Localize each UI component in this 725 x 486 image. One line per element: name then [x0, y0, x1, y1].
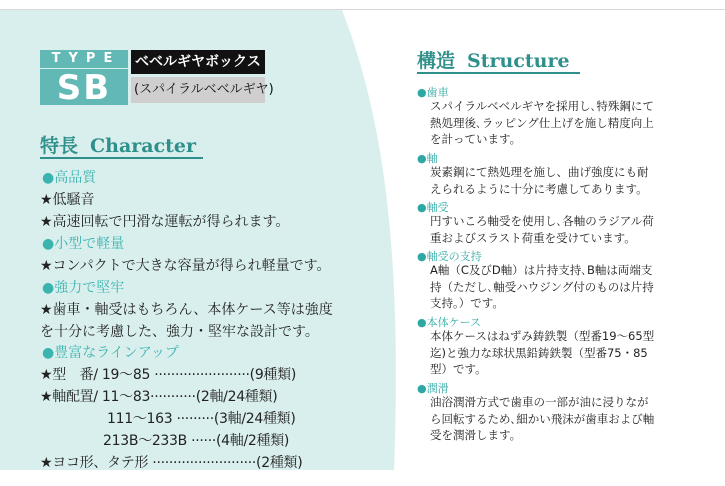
- product-title: ベベルギヤボックス: [131, 50, 265, 74]
- structure-label: ●軸: [417, 152, 438, 165]
- structure-heading: [417, 46, 570, 73]
- structure-label: ●本体ケース: [417, 316, 482, 329]
- lineup-line: 111〜163 ·········(3軸/24種類): [107, 411, 296, 427]
- structure-label: ●歯車: [417, 86, 449, 99]
- lineup-line: ★ヨコ形、タテ形 ·························(2種類): [40, 455, 303, 471]
- structure-text: 炭素鋼にて熱処理を施し、曲げ強度にも耐 えられるように十分に考慮してあります。: [430, 165, 649, 196]
- structure-text: A軸（C及びD軸）は片持支持､B軸は両端支 持（ただし､軸受ハウジング付のものは片持 支持。）です。: [430, 263, 654, 310]
- character-heading: [40, 131, 196, 158]
- structure-underline: [417, 72, 580, 74]
- structure-label: ●潤滑: [417, 382, 449, 395]
- feature-line: ★低騒音: [40, 192, 95, 208]
- feature-line: ★コンパクトで大きな容量が得られ軽量です。: [40, 258, 331, 274]
- structure-text: 本体ケースはねずみ鋳鉄製（型番19〜65型 迄)と強力な球状黒鉛鋳鉄製（型番75・85 型）です。: [430, 329, 655, 376]
- lineup-line: 213B〜233B ······(4軸/2種類): [103, 433, 290, 449]
- character-heading-en: Character: [90, 135, 197, 157]
- feature-line: を十分に考慮した、強力・堅牢な設計です。: [40, 324, 319, 340]
- sb-badge: SB: [40, 69, 128, 105]
- structure-label: ●軸受の支持: [417, 250, 482, 263]
- structure-heading-en: Structure: [467, 50, 570, 72]
- character-underline: [40, 157, 203, 159]
- feature-label: ●強力で堅牢: [42, 280, 125, 296]
- lineup-line: ★軸配置/ 11〜83···········(2軸/24種類): [40, 389, 278, 405]
- lineup-line: ★型 番/ 19〜85 ·······················(9種類): [40, 367, 296, 383]
- structure-text: 円すいころ軸受を使用し､各軸のラジアル荷 重およびスラスト荷重を受けています。: [430, 214, 654, 245]
- structure-text: スパイラルベベルギヤを採用し､特殊鋼にて 熱処理後､ラッピング仕上げを施し精度向上 を計っています。: [430, 99, 654, 146]
- feature-label: ●高品質: [42, 170, 97, 186]
- feature-label: ●豊富なラインアップ: [42, 345, 179, 361]
- type-badge: TYPE: [40, 50, 128, 68]
- feature-line: ★歯車・軸受はもちろん、本体ケース等は強度: [40, 302, 333, 318]
- structure-text: 油浴潤滑方式で歯車の一部が油に浸りなが ら回転するため､細かい飛沫が歯車および軸 受を潤滑します。: [430, 395, 655, 442]
- structure-heading-jp: 構造: [417, 50, 456, 72]
- feature-line: ★高速回転で円滑な運転が得られます。: [40, 214, 290, 230]
- feature-label: ●小型で軽量: [42, 236, 125, 252]
- character-heading-jp: 特長: [40, 135, 79, 157]
- product-subtitle: (スパイラルベベルギヤ): [131, 77, 265, 103]
- structure-label: ●軸受: [417, 201, 449, 214]
